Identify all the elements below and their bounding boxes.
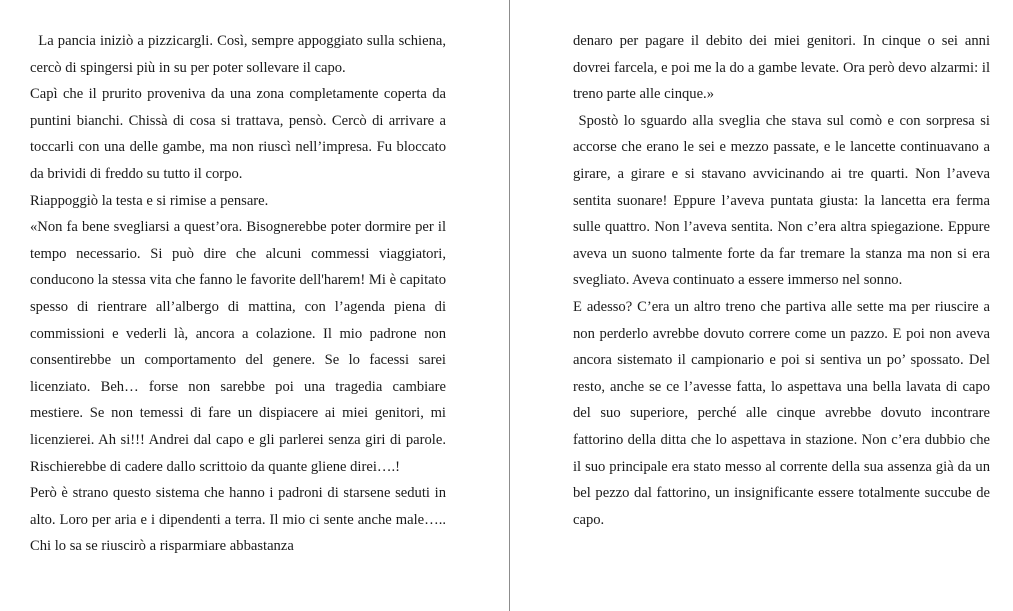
left-paragraph: «Non fa bene svegliarsi a quest’ora. Bisognerebbe poter dormire per il tempo necessario. Si può dire che alcuni commessi viaggiatori, conducono la stessa vita che fanno le favorite dell'harem! Mi è capitato spesso di rientrare all’albergo di mattina, con l’agenda piena di commissioni e vederli là, ancora a colazione. Il mio padrone non consentirebbe un comportamento del genere. Se lo facessi sarei licenziato. Beh… forse non sarebbe poi una tragedia cambiare mestiere. Se non temessi di fare un dispiacere ai miei genitori, mi licenzierei. Ah si!!! Andrei dal capo e gli parlerei senza giri di parole. Rischierebbe di cadere dallo scrittoio da quante gliene direi….! bbox=[30, 219, 446, 475]
right-paragraph: denaro per pagare il debito dei miei genitori. In cinque o sei anni dovrei farcela, e poi me la do a gambe levate. Ora però devo alzarmi: il treno parte alle cinque.» bbox=[573, 33, 990, 103]
right-paragraph: Spostò lo sguardo alla sveglia che stava sul comò e con sorpresa si accorse che erano le sei e mezzo passate, e le lancette continuavano a girare, a girare e si stavano avvicinando ai tre quarti. Non l’aveva sentita suonare! Eppure l’aveva puntata giusta: la lancetta era ferma sulle quattro. Non l’aveva sentita. Non c’era altra spiegazione. Eppure aveva un suono talmente forte da far tremare la stanza ma non si era svegliato. Aveva continuato a essere immerso nel sonno. bbox=[573, 112, 994, 289]
left-page bbox=[30, 28, 450, 560]
right-paragraph: E adesso? C’era un altro treno che partiva alle sette ma per riuscire a non perderlo avrebbe dovuto correre come un pazzo. E poi non aveva ancora sistemato il campionario e poi si sentiva un po’ spossato. Del resto, anche se ce l’avesse fatta, lo aspettava una bella lavata di capo del suo superiore, perché alle cinque avrebbe dovuto incontrare fattorino della ditta che lo aspettava in stazione. Non c’era dubbio che il suo principale era stato messo al corrente della sua assenza già da un bel pezzo dal fattorino, un insignificante essere totalmente succube de capo. bbox=[573, 298, 990, 528]
left-paragraph: Riappoggiò la testa e si rimise a pensare. bbox=[30, 192, 269, 209]
left-paragraph: La pancia iniziò a pizzicargli. Così, sempre appoggiato sulla schiena, cercò di spingersi più in su per poter sollevare il capo. bbox=[30, 33, 450, 76]
page-divider bbox=[509, 0, 510, 611]
left-paragraph: Capì che il prurito proveniva da una zona completamente coperta da puntini bianchi. Chissà di cosa si trattava, pensò. Cercò di arrivare a toccarli con una delle gambe, ma non riuscì nell’impresa. Fu bloccato da brividi di freddo su tutto il corpo. bbox=[30, 86, 446, 182]
right-page bbox=[573, 28, 994, 533]
left-paragraph: Però è strano questo sistema che hanno i padroni di starsene seduti in alto. Loro per aria e i dipendenti a terra. Il mio ci sente anche male….. Chi lo sa se riuscirò a risparmiare abbastanza bbox=[30, 485, 446, 555]
